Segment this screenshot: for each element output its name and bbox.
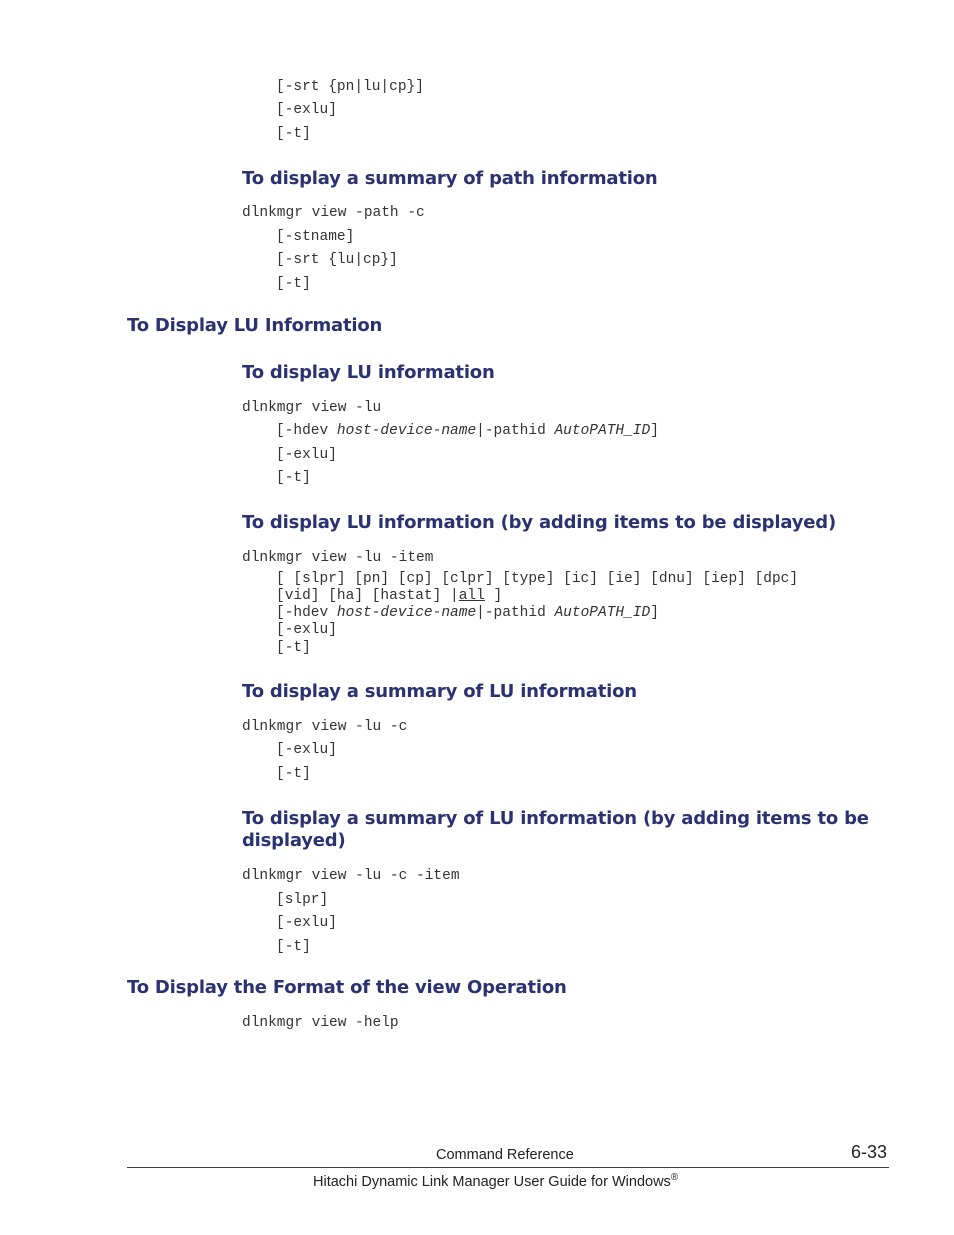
option-t: [-t]	[276, 766, 311, 782]
option-srt: [-srt {pn|lu|cp}]	[276, 79, 424, 95]
option-t: [-t]	[276, 640, 311, 656]
command-lu-c: dlnkmgr view -lu -c	[242, 719, 408, 735]
command-path-summary: dlnkmgr view -path -c	[242, 205, 425, 221]
option-t: [-t]	[276, 470, 311, 486]
option-hdev: [-hdev host-device-name|-pathid AutoPATH_ID]	[276, 423, 659, 439]
footer-guide-title: Hitachi Dynamic Link Manager User Guide for Windows®	[313, 1172, 679, 1190]
heading-path-summary: To display a summary of path information	[242, 168, 658, 189]
command-lu-c-item: dlnkmgr view -lu -c -item	[242, 868, 460, 884]
option-exlu: [-exlu]	[276, 915, 337, 931]
option-t: [-t]	[276, 276, 311, 292]
command-lu-item: dlnkmgr view -lu -item	[242, 550, 434, 566]
option-srt-lu-cp: [-srt {lu|cp}]	[276, 252, 398, 268]
option-exlu: [-exlu]	[276, 447, 337, 463]
heading-lu-summary: To display a summary of LU information	[242, 681, 637, 702]
section-heading-format: To Display the Format of the view Operation	[127, 977, 567, 998]
option-exlu: [-exlu]	[276, 742, 337, 758]
items-list-line1: [ [slpr] [pn] [cp] [clpr] [type] [ic] [ie] [dnu] [iep] [dpc]	[276, 571, 799, 587]
option-stname: [-stname]	[276, 229, 355, 245]
heading-lu-summary-items-line2: displayed)	[242, 830, 346, 851]
heading-lu-info: To display LU information	[242, 362, 495, 383]
option-slpr: [slpr]	[276, 892, 329, 908]
command-lu: dlnkmgr view -lu	[242, 400, 382, 416]
option-hdev: [-hdev host-device-name|-pathid AutoPATH_ID]	[276, 605, 659, 621]
footer-divider	[127, 1167, 889, 1168]
heading-lu-summary-items-line1: To display a summary of LU information (by adding items to be	[242, 808, 869, 829]
option-t: [-t]	[276, 939, 311, 955]
heading-lu-items: To display LU information (by adding items to be displayed)	[242, 512, 836, 533]
command-view-help: dlnkmgr view -help	[242, 1015, 399, 1031]
footer-chapter: Command Reference	[436, 1147, 574, 1163]
option-exlu: [-exlu]	[276, 102, 337, 118]
items-list-line2: [vid] [ha] [hastat] |all ]	[276, 588, 503, 604]
option-t: [-t]	[276, 126, 311, 142]
section-heading-lu: To Display LU Information	[127, 315, 383, 336]
option-exlu: [-exlu]	[276, 622, 337, 638]
page-number: 6-33	[851, 1142, 888, 1162]
